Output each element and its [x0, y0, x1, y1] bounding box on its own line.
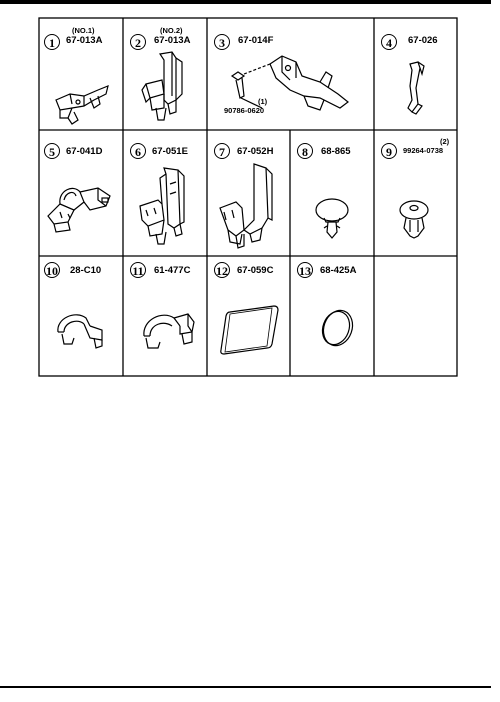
callout-number: 10: [46, 264, 58, 278]
callout-number: 5: [44, 143, 60, 159]
callout-number: 7: [214, 143, 230, 159]
part-number: 67-051E: [152, 146, 188, 157]
push-fastener-icon: [310, 196, 354, 242]
part-number: 67-014F: [238, 35, 274, 46]
callout-number: 9: [381, 143, 397, 159]
hose-clamp-icon: [50, 308, 110, 358]
sub-part-number: 90786-0620: [224, 106, 265, 115]
part-number: 67-041D: [66, 146, 103, 157]
part-number: 67-059C: [237, 265, 274, 276]
part-number: 61-477C: [154, 265, 191, 276]
harness-holder-icon: [134, 164, 204, 250]
sub-part-qty: (1): [258, 97, 268, 106]
part-number: 67-026: [408, 35, 438, 46]
callout-number: 12: [216, 264, 228, 278]
callout-number: 13: [299, 264, 311, 278]
part-number: 67-052H: [237, 146, 274, 157]
pad-icon: [216, 304, 282, 356]
part-number: 28-C10: [70, 265, 102, 276]
part-number: 99264-0738: [403, 146, 444, 155]
band-clip-icon: [396, 60, 436, 120]
part-number: 67-013A: [154, 35, 191, 46]
callout-number: 3: [214, 34, 230, 50]
part-qualifier: (NO.2): [160, 26, 183, 35]
callout-number: 6: [130, 143, 146, 159]
part-number: 67-013A: [66, 35, 103, 46]
callout-number: 11: [130, 262, 146, 278]
part-qualifier: (NO.1): [72, 26, 95, 35]
part-number: 68-425A: [320, 265, 357, 276]
harness-protector-icon: [214, 160, 284, 252]
harness-clip-icon: [44, 176, 120, 236]
bottom-rule: [0, 686, 491, 688]
callout-number: 4: [381, 34, 397, 50]
callout-number: 8: [297, 143, 313, 159]
callout-number: 1: [44, 34, 60, 50]
clip-holder-icon: [138, 50, 198, 130]
push-rivet-icon: [394, 196, 434, 242]
clip-bracket-icon: [50, 80, 120, 130]
part-number: 68-865: [321, 146, 351, 157]
part-qty: (2): [440, 137, 450, 146]
callout-number: 2: [130, 34, 146, 50]
hose-clip-icon: [136, 306, 202, 360]
plug-cap-icon: [316, 304, 360, 354]
bracket-with-bolt-icon: [224, 50, 364, 120]
